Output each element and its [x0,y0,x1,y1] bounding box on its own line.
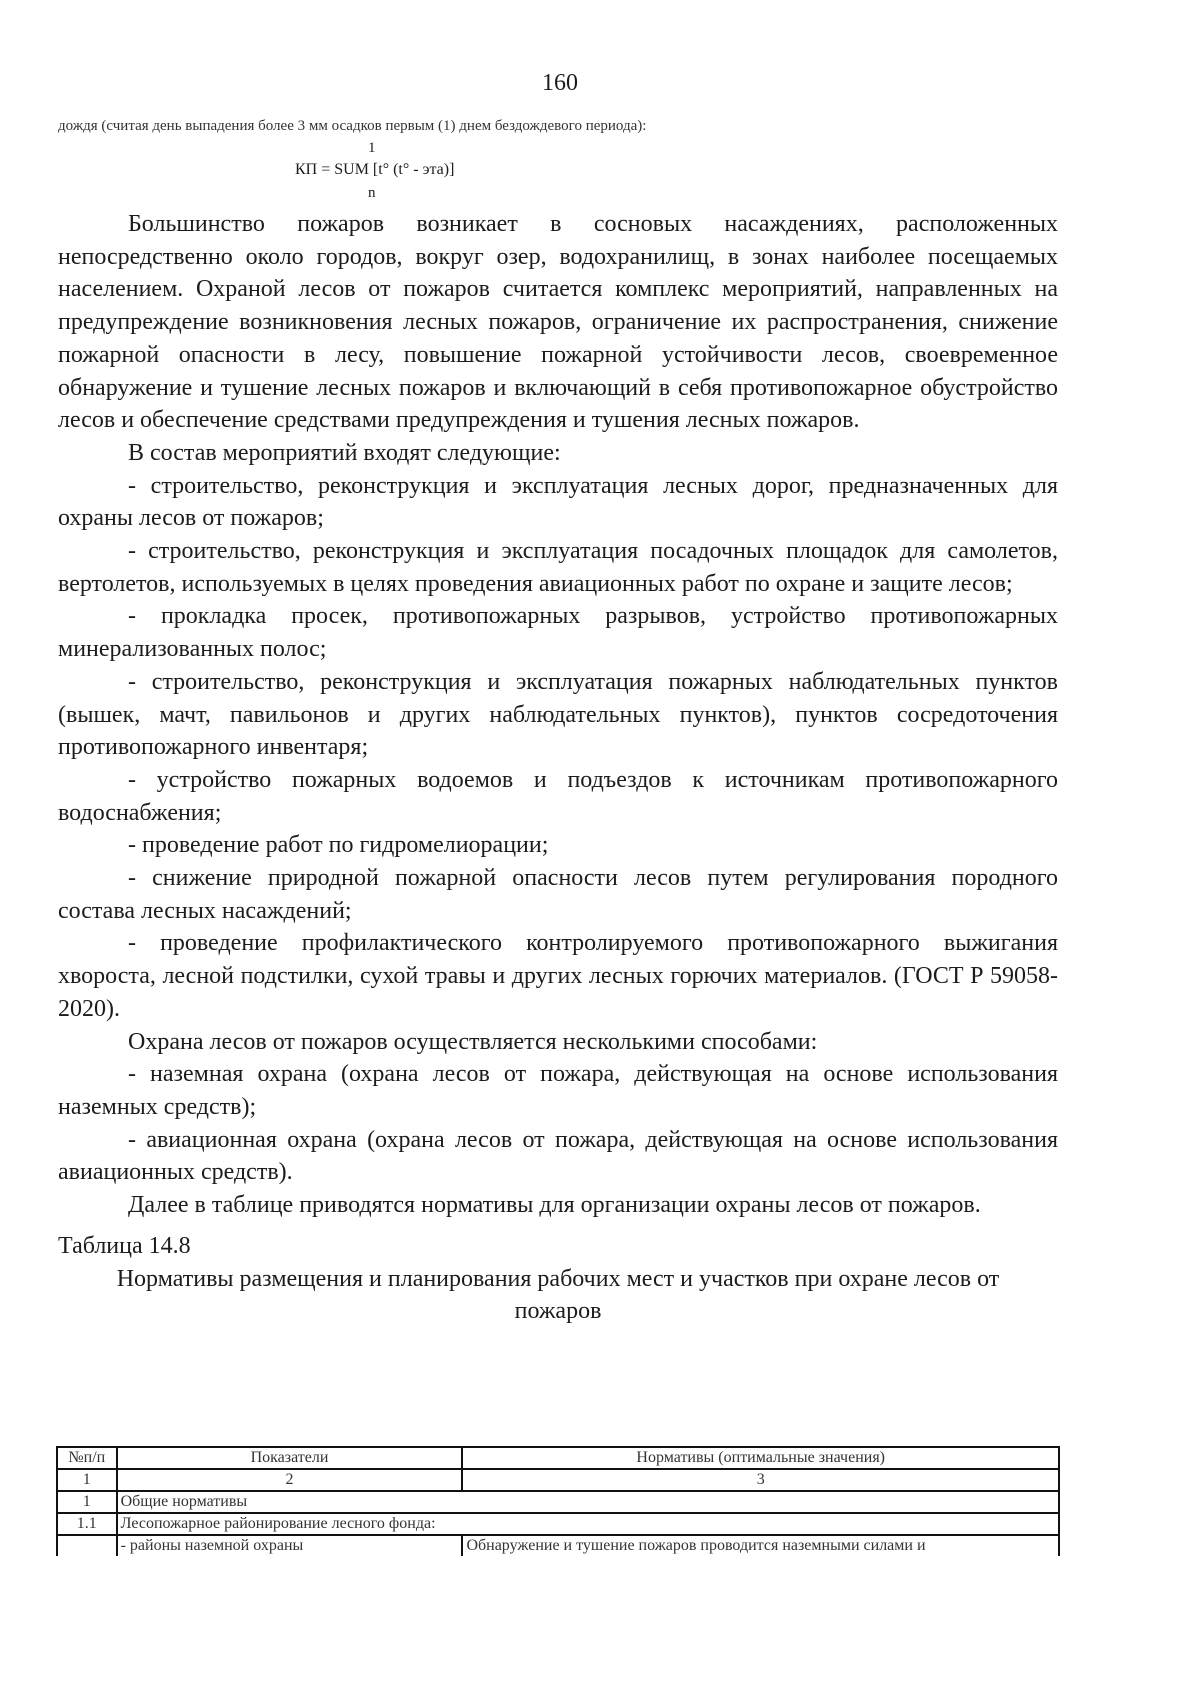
table-label: Таблица 14.8 [58,1232,191,1259]
norm-cell: Обнаружение и тушение пожаров проводится наземными силами и [462,1535,1059,1556]
table-row [57,1513,1059,1535]
list-item: - авиационная охрана (охрана лесов от пожара, действующая на основе использования авиационных средств). [58,1126,1058,1186]
column-number-cell: 1 [57,1469,117,1491]
row-number-cell: 1 [57,1491,117,1513]
list-item: - наземная охрана (охрана лесов от пожара, действующая на основе использования наземных средств); [58,1061,1058,1120]
section-title-cell: Общие нормативы [117,1491,1059,1513]
formula-top: 1 [368,140,376,156]
paragraph: В состав мероприятий входят следующие: [128,439,561,466]
body-text [58,208,1058,1327]
table-row [57,1491,1059,1513]
formula-bottom: n [368,185,376,201]
list-item: - строительство, реконструкция и эксплуатация лесных дорог, предназначенных для охраны лесов от пожаров; [58,472,1058,532]
table-row [57,1535,1059,1556]
indicator-cell: - районы наземной охраны [117,1535,463,1556]
list-item: - устройство пожарных водоемов и подъездов к источникам противопожарного водоснабжения; [58,766,1058,826]
header-cell-num: №п/п [57,1447,117,1469]
list-item: - прокладка просек, противопожарных разрывов, устройство противопожарных минерализованных полос; [58,603,1058,663]
table-title: Нормативы размещения и планирования рабочих мест и участков при охране лесов от пожаров [116,1265,1000,1324]
header-cell-indicators: Показатели [117,1447,463,1469]
list-item: - проведение профилактического контролируемого противопожарного выжигания хвороста, лесной подстилки, сухой травы и других лесных горючих материалов. (ГОСТ Р 59058-2020). [58,930,1058,1022]
header-cell-norms: Нормативы (оптимальные значения) [462,1447,1059,1469]
norms-table [56,1446,1060,1556]
column-number-cell: 2 [117,1469,463,1491]
column-number-cell: 3 [462,1469,1059,1491]
paragraph: Далее в таблице приводятся нормативы для организации охраны лесов от пожаров. [128,1192,981,1219]
list-item: - проведение работ по гидромелиорации; [128,832,549,859]
row-number-cell: 1.1 [57,1513,117,1535]
table-number-row [57,1469,1059,1491]
table-header-row [57,1447,1059,1469]
list-item: - снижение природной пожарной опасности лесов путем регулирования породного состава лесных насаждений; [58,865,1058,924]
paragraph: Большинство пожаров возникает в сосновых насаждениях, расположенных непосредственно около городов, вокруг озер, водохранилищ, в зонах наиболее посещаемых населением. Охраной лесов от пожаров считается комплекс мероприятий, направленных на предупреждение возникновения лесных пожаров, ограничение их распространения, снижение пожарной опасности в лесу, повышение пожарной устойчивости лесов, своевременное обнаружение и тушение лесных пожаров и включающий в себя противопожарное обустройство лесов и обеспечение средствами предупреждения и тушения лесных пожаров. [58,211,1058,434]
list-item: - строительство, реконструкция и эксплуатация посадочных площадок для самолетов, вертолетов, используемых в целях проведения авиационных работ по охране и защите лесов; [58,538,1058,597]
list-item: - строительство, реконструкция и эксплуатация пожарных наблюдательных пунктов (вышек, мачт, павильонов и других наблюдательных пунктов), пунктов сосредоточения противопожарного инвентаря; [58,668,1058,761]
formula-main: КП = SUM [t° (t° - эта)] [295,161,455,178]
intro-line: дождя (считая день выпадения более 3 мм осадков первым (1) днем бездождевого периода): [58,118,647,134]
subsection-title-cell: Лесопожарное районирование лесного фонда: [117,1513,1059,1535]
page-number: 160 [542,70,578,96]
row-number-cell [57,1535,117,1556]
paragraph: Охрана лесов от пожаров осуществляется несколькими способами: [128,1028,818,1055]
